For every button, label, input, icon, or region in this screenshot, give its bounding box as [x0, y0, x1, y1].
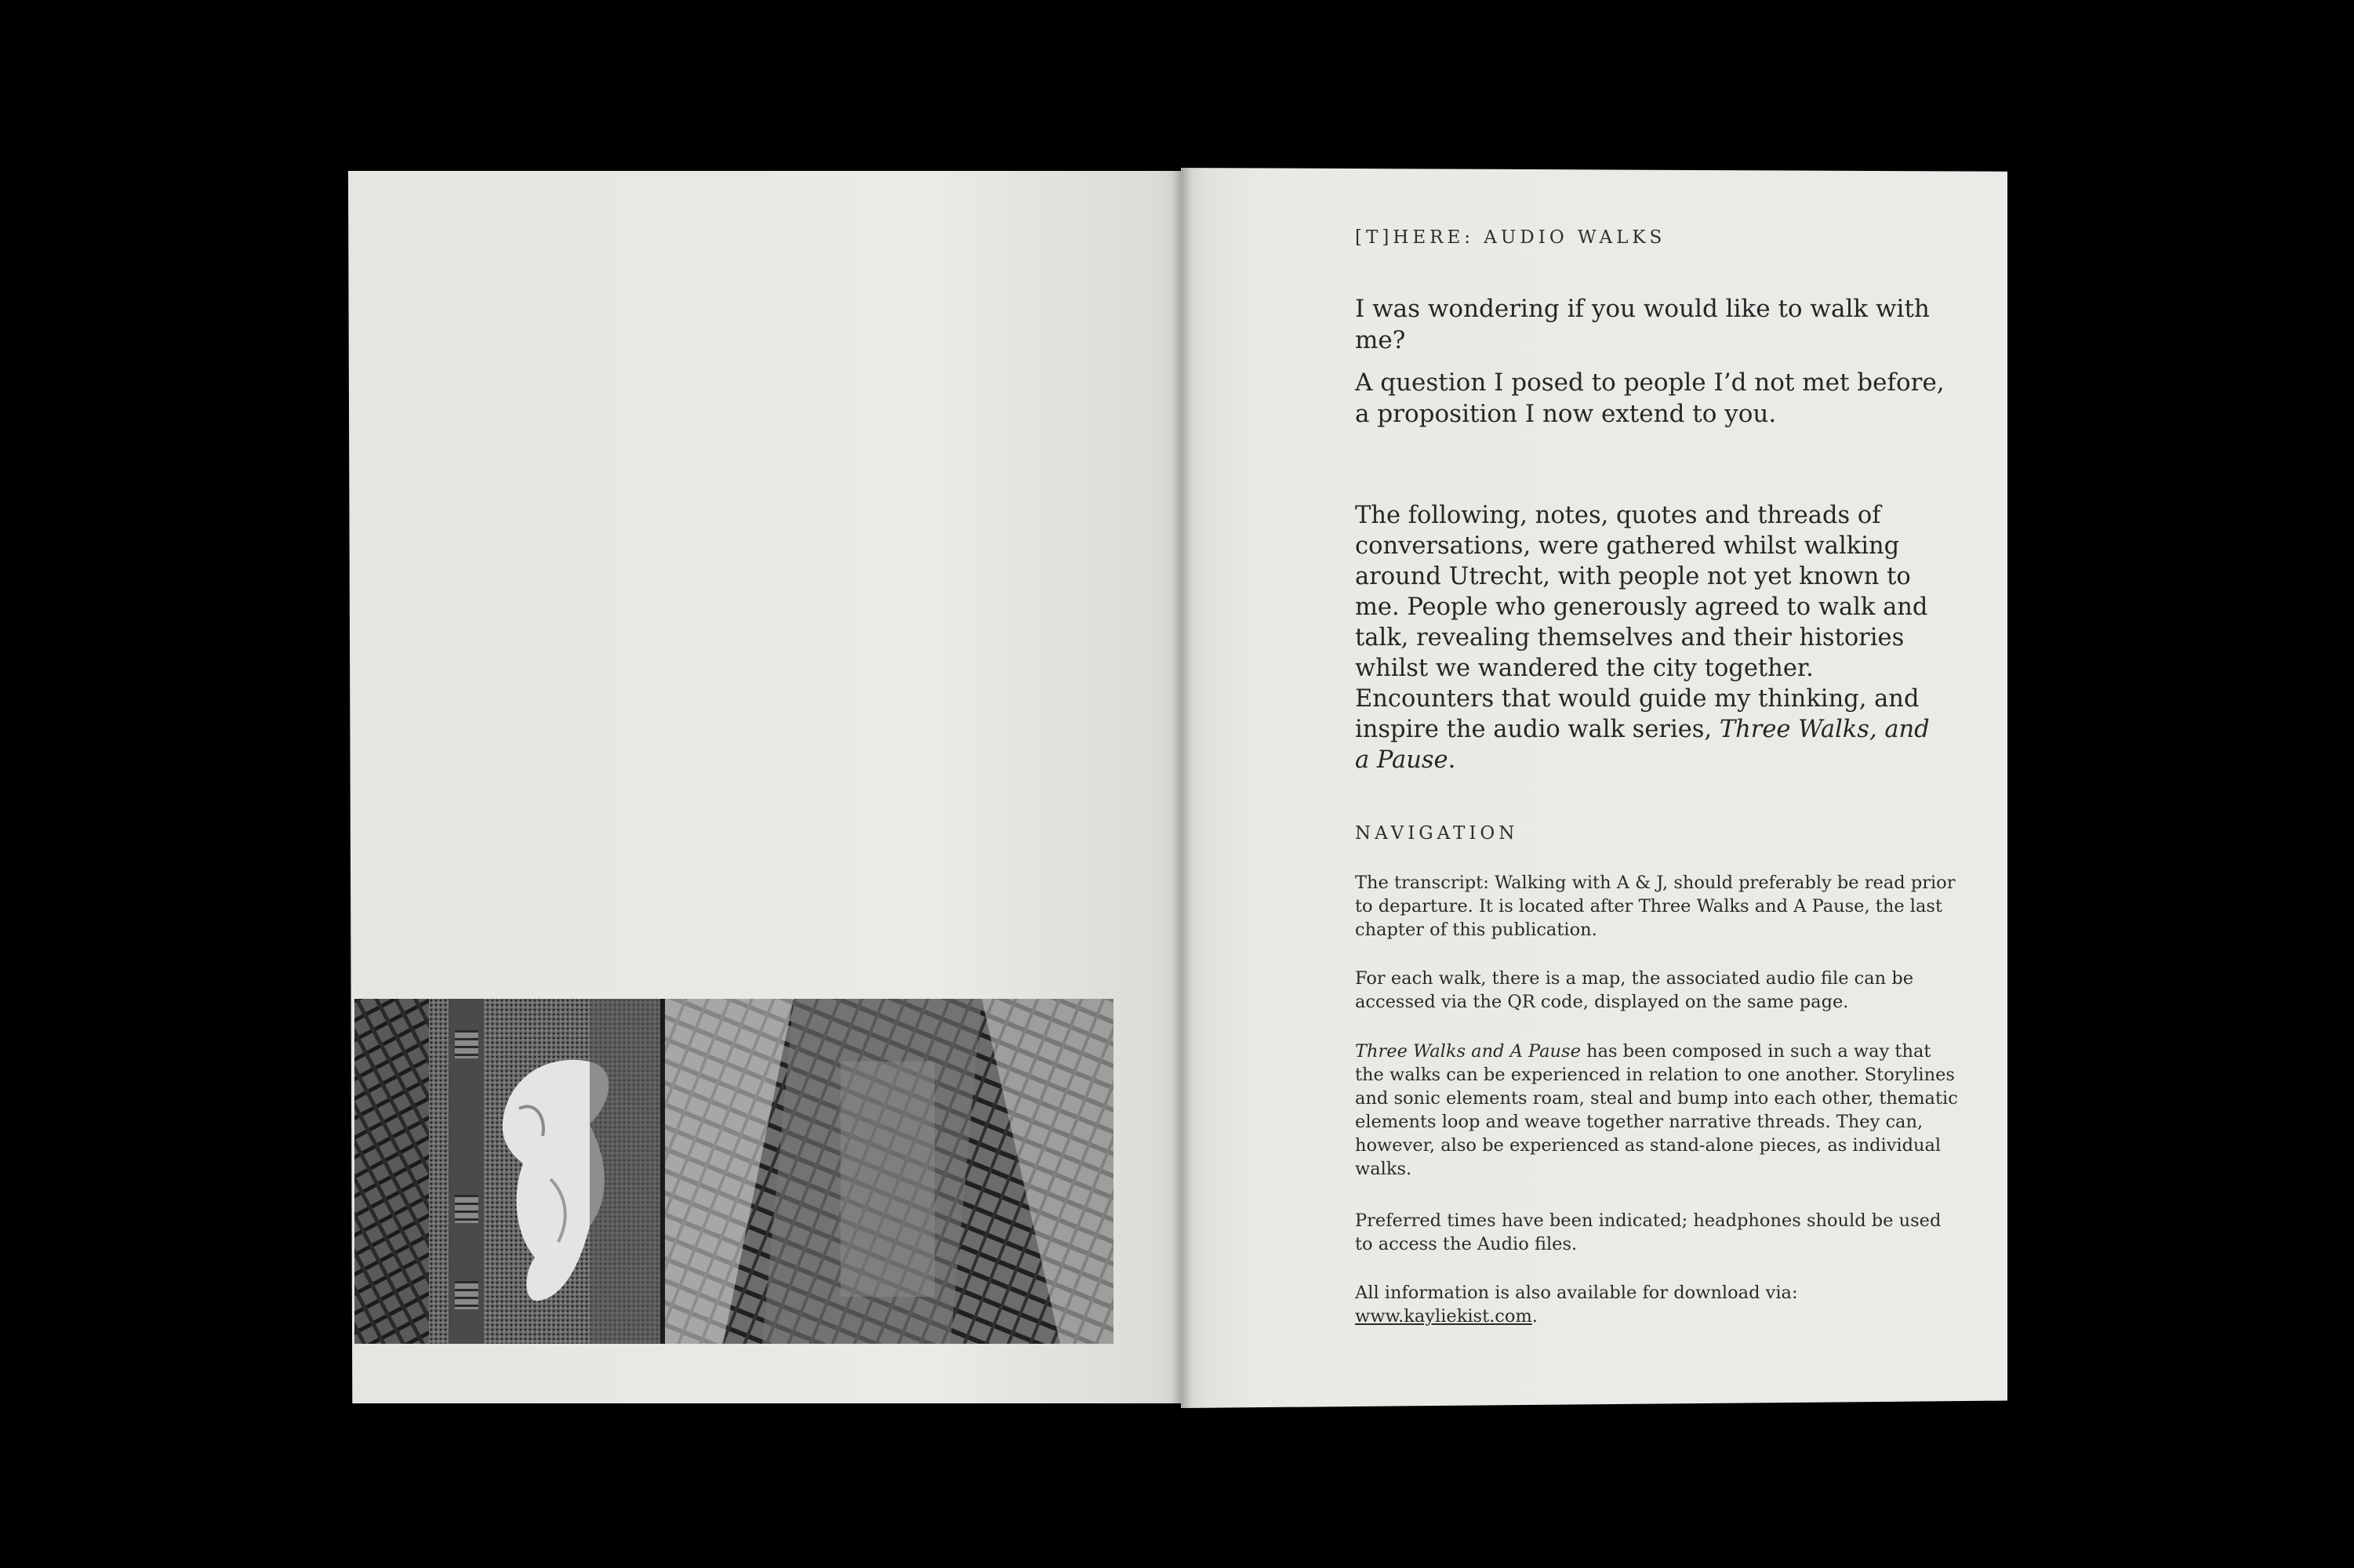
navigation-paragraph-4: Preferred times have been indicated; headphones should be used to access the Audio files.	[1355, 1210, 1942, 1254]
intro-line-2: a proposition I now extend to you.	[1355, 400, 1777, 428]
main-paragraph-text: The following, notes, quotes and threads of conversations, were gathered whilst walking around Utrecht, with people not yet known to me. People who generously agreed to walk and talk, revealing themselves and their histories whilst we wandered the city together. Encounters that would guide my thinking, and inspire the audio walk series,	[1355, 502, 1928, 743]
navigation-heading: NAVIGATION	[1355, 823, 1519, 844]
kicker: [T]HERE: AUDIO WALKS	[1355, 227, 1666, 248]
website-link[interactable]: www.kayliekist.com	[1355, 1306, 1532, 1327]
navigation-paragraph-1: The transcript: Walking with A & J, should preferably be read prior to departure. It is located after Three Walks and A Pause, the last chapter of this publication.	[1355, 873, 1956, 940]
binding-gutter	[1172, 165, 1192, 1411]
link-period: .	[1531, 1306, 1538, 1327]
main-paragraph	[1355, 500, 1951, 775]
navigation-paragraph-3	[1355, 1040, 1959, 1181]
navigation-paragraph-3-text: has been composed in such a way that the walks can be experienced in relation to one another. Storylines and sonic elements roam, steal and bump into each other, thematic elements loop and weave together narrative threads. They can, however, also be experienced as stand-alone pieces, as individual walks.	[1355, 1041, 1958, 1179]
opening-question: I was wondering if you would like to walk with me?	[1355, 295, 1930, 354]
halftone-photo	[354, 999, 1113, 1344]
navigation-title-italic: Three Walks and A Pause	[1355, 1041, 1581, 1062]
navigation-paragraph-2: For each walk, there is a map, the associated audio file can be accessed via the QR code, displayed on the same page.	[1355, 968, 1914, 1012]
intro-line-1: A question I posed to people I’d not met before,	[1355, 368, 1945, 397]
download-text: All information is also available for download via:	[1355, 1283, 1798, 1303]
series-title: Three Walks, and a Pause	[1355, 716, 1930, 774]
main-paragraph-end: .	[1448, 746, 1456, 774]
navigation-paragraph-5	[1355, 1281, 1959, 1328]
